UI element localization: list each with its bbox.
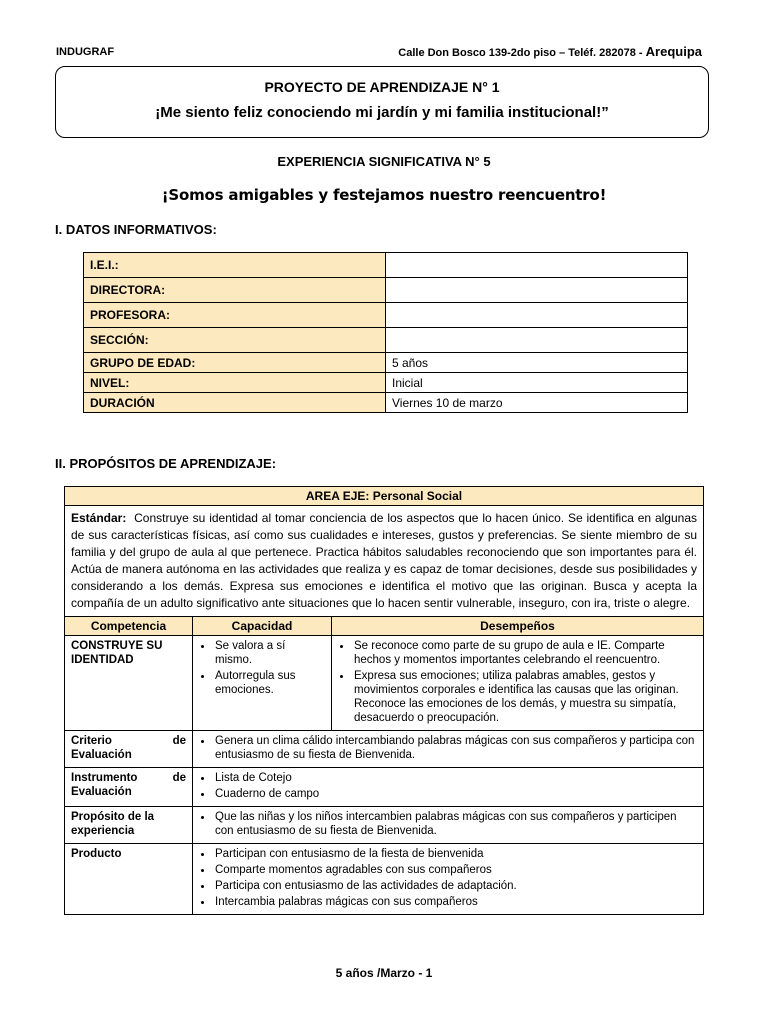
standard-label: Estándar: — [71, 511, 127, 525]
section-1-heading: I. DATOS INFORMATIVOS: — [55, 222, 217, 237]
info-value — [386, 303, 688, 328]
list-item: • Participan con entusiasmo de la fiesta de bienvenida — [213, 847, 697, 861]
list-item: • Cuaderno de campo — [213, 787, 697, 801]
list-item: • Participa con entusiasmo de las actividades de adaptación. — [213, 879, 697, 893]
col-header-capacidad: Capacidad — [193, 617, 332, 636]
info-label: DIRECTORA: — [84, 278, 386, 303]
list-item: • Lista de Cotejo — [213, 771, 697, 785]
project-subtitle: ¡Me siento feliz conociendo mi jardín y mi familia institucional!” — [155, 104, 609, 121]
list-item: • Se valora a sí mismo. — [213, 639, 325, 667]
purposes-table — [64, 486, 704, 915]
standard-text: Construye su identidad al tomar conciencia de los aspectos que lo hacen único. Se identifica en algunas de sus características físicas, así como sus cualidades e intereses, gustos y preferencias. Se siente miembro de su familia y del grupo de aula al que pertenece. Practica hábitos saludables reconociendo que son importantes para él. Actúa de manera autónoma en las actividades que realiza y es capaz de tomar decisiones, desde sus posibilidades y considerando a los demás. Expresa sus emociones e identifica el motivo que las originan. Busca y acepta la compañía de un adulto significativo ante situaciones que lo hacen sentir vulnerable, inseguro, con ira, triste o alegre. — [71, 511, 698, 610]
instrumento-label: Instrumento de Evaluación — [65, 768, 193, 807]
info-table — [83, 252, 688, 413]
info-row — [84, 278, 688, 303]
list-item: • Intercambia palabras mágicas con sus compañeros — [213, 895, 697, 909]
info-row — [84, 303, 688, 328]
project-title: PROYECTO DE APRENDIZAJE N° 1 — [264, 79, 500, 95]
info-label: NIVEL: — [84, 373, 386, 393]
producto-cell — [193, 844, 704, 915]
info-label: DURACIÓN — [84, 393, 386, 413]
list-item: • Expresa sus emociones; utiliza palabras amables, gestos y movimientos corporales e identifica las causas que las originan. Reconoce las emociones de los demás, y muestra su simpatía, desacuerdo o preocupación. — [352, 669, 697, 725]
criterio-cell — [193, 731, 704, 768]
publisher-address — [398, 44, 702, 59]
desempenos-cell — [332, 636, 704, 731]
list-item: • Que las niñas y los niños intercambien palabras mágicas con sus compañeros y participen con entusiasmo de su fiesta de Bienvenida. — [213, 810, 697, 838]
proposito-cell — [193, 807, 704, 844]
info-value: 5 años — [386, 353, 688, 373]
info-row — [84, 253, 688, 278]
info-label: I.E.I.: — [84, 253, 386, 278]
address-text: Calle Don Bosco 139-2do piso – Teléf. 282078 - — [398, 47, 646, 59]
info-label: GRUPO DE EDAD: — [84, 353, 386, 373]
info-row — [84, 393, 688, 413]
info-value — [386, 278, 688, 303]
section-2-heading: II. PROPÓSITOS DE APRENDIZAJE: — [55, 456, 277, 471]
list-item: • Se reconoce como parte de su grupo de aula e IE. Comparte hechos y momentos importantes celebrando el reencuentro. — [352, 639, 697, 667]
area-heading: AREA EJE: Personal Social — [65, 487, 704, 506]
competencia-cell: CONSTRUYE SU IDENTIDAD — [65, 636, 193, 731]
info-row — [84, 373, 688, 393]
capacidad-cell — [193, 636, 332, 731]
proposito-label: Propósito de la experiencia — [65, 807, 193, 844]
info-label: SECCIÓN: — [84, 328, 386, 353]
col-header-desempenos: Desempeños — [332, 617, 704, 636]
criterio-label: Criterio de Evaluación — [65, 731, 193, 768]
info-row — [84, 353, 688, 373]
info-value — [386, 328, 688, 353]
page-footer: 5 años /Marzo - 1 — [335, 966, 433, 980]
info-value: Viernes 10 de marzo — [386, 393, 688, 413]
info-row — [84, 328, 688, 353]
project-title-box — [55, 66, 709, 138]
list-item: • Comparte momentos agradables con sus compañeros — [213, 863, 697, 877]
address-city: Arequipa — [645, 44, 702, 59]
instrumento-cell — [193, 768, 704, 807]
experience-heading: EXPERIENCIA SIGNIFICATIVA N° 5 — [277, 154, 491, 169]
list-item: • Genera un clima cálido intercambiando palabras mágicas con sus compañeros y participa con entusiasmo de su fiesta de Bienvenida. — [213, 734, 697, 762]
info-value — [386, 253, 688, 278]
experience-title: ¡Somos amigables y festejamos nuestro reencuentro! — [161, 186, 607, 204]
info-label: PROFESORA: — [84, 303, 386, 328]
list-item: • Autorregula sus emociones. — [213, 669, 325, 697]
producto-label: Producto — [65, 844, 193, 915]
info-value: Inicial — [386, 373, 688, 393]
standard-cell — [65, 506, 704, 617]
col-header-competencia: Competencia — [65, 617, 193, 636]
publisher-name: INDUGRAF — [56, 46, 115, 58]
